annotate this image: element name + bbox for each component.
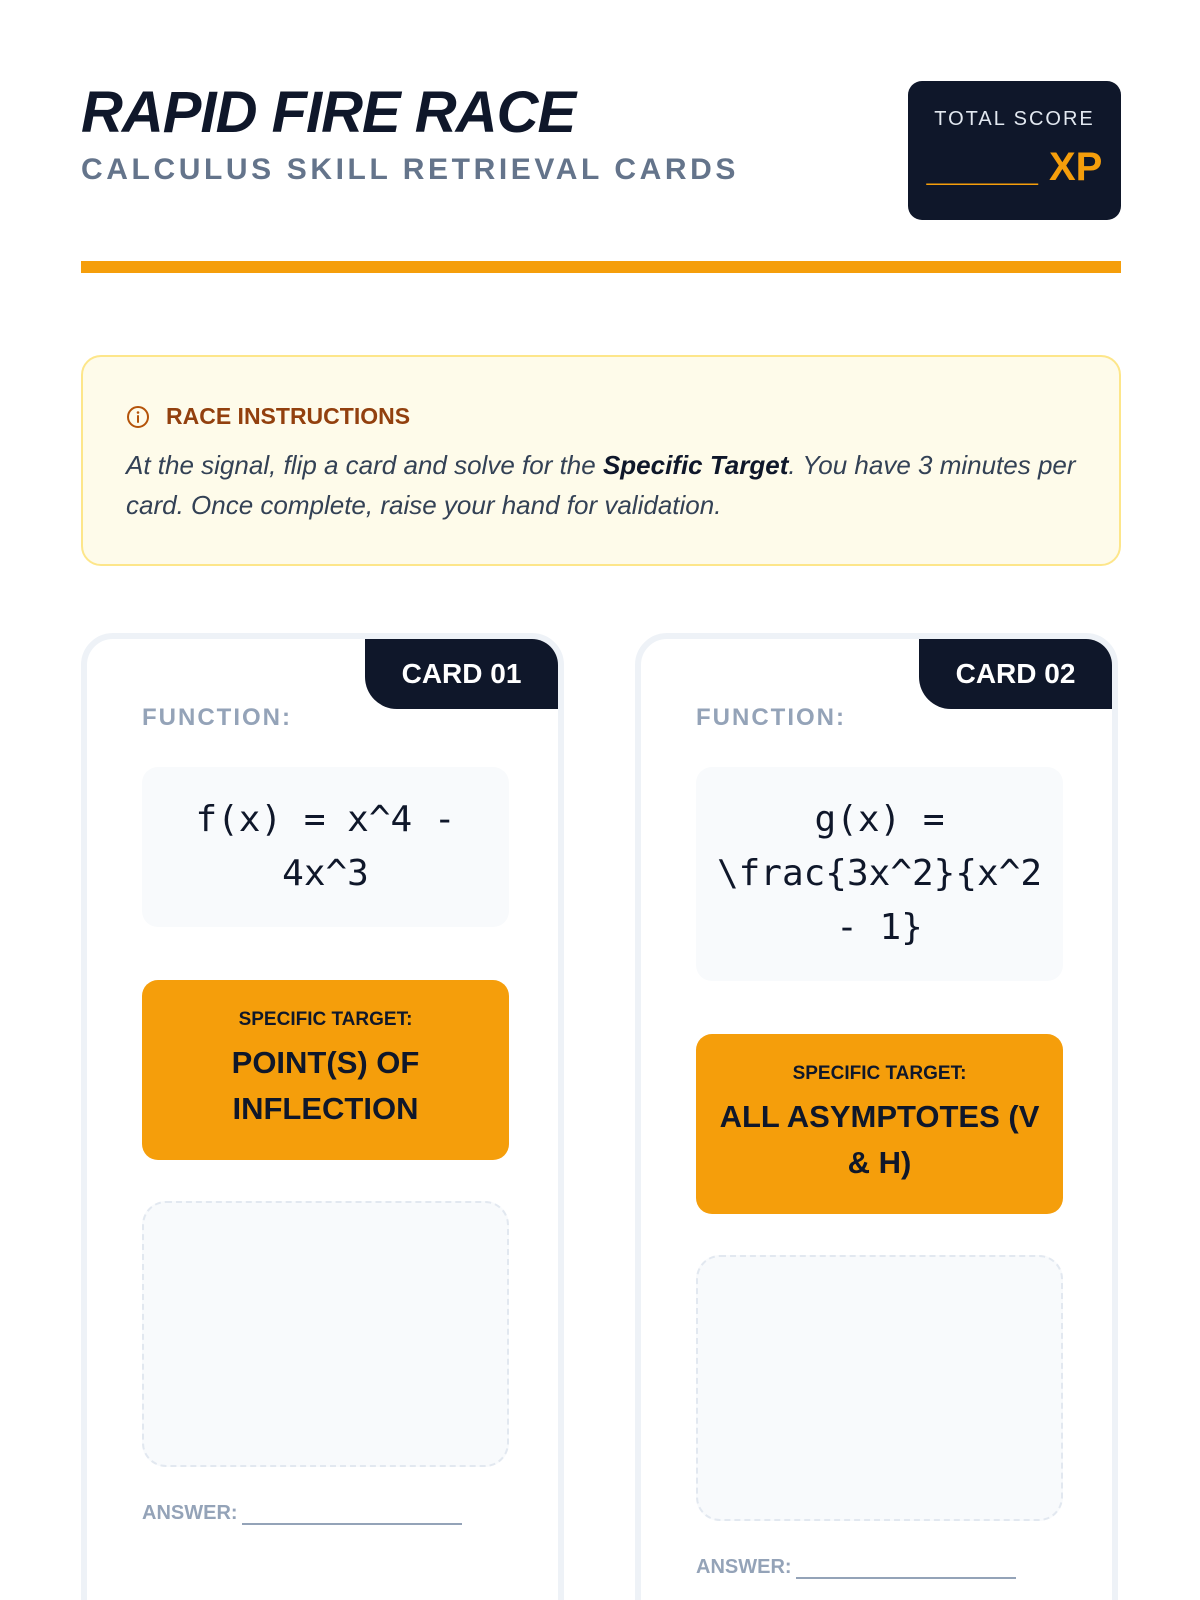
accent-divider — [81, 261, 1121, 273]
answer-line[interactable] — [796, 1561, 1016, 1579]
answer-line[interactable] — [242, 1507, 462, 1525]
answer-field[interactable] — [142, 1501, 462, 1525]
instructions-heading: RACE INSTRUCTIONS — [166, 403, 411, 429]
instructions-text-start: At the signal, flip a card and solve for the — [126, 450, 603, 480]
score-label: TOTAL SCORE — [934, 108, 1095, 130]
instructions-text — [126, 445, 1076, 525]
total-score-box — [908, 81, 1121, 220]
card-01 — [81, 633, 564, 1600]
work-area[interactable] — [696, 1255, 1063, 1521]
instructions-text-end: . You have 3 minutes per card. Once complete, raise your hand for validation. — [126, 450, 1076, 520]
page-title: RAPID FIRE RACE — [81, 80, 576, 145]
function-expression: g(x) = \frac{3x^2}{x^2 - 1} — [696, 767, 1063, 981]
card-02 — [635, 633, 1118, 1600]
target-label: SPECIFIC TARGET: — [238, 1009, 413, 1030]
work-area[interactable] — [142, 1201, 509, 1467]
function-expression: f(x) = x^4 - 4x^3 — [142, 767, 509, 927]
card-tab: CARD 02 — [919, 639, 1112, 709]
target-label: SPECIFIC TARGET: — [792, 1063, 967, 1084]
answer-label: ANSWER: — [142, 1502, 238, 1524]
instructions-text-emphasis: Specific Target — [602, 450, 789, 480]
target-value: POINT(S) OF INFLECTION — [231, 1045, 420, 1126]
card-tab: CARD 01 — [365, 639, 558, 709]
answer-label: ANSWER: — [696, 1556, 792, 1578]
score-value: _____ XP — [926, 145, 1103, 189]
answer-field[interactable] — [696, 1555, 1016, 1579]
function-label: FUNCTION: — [696, 704, 846, 731]
info-icon — [126, 405, 150, 429]
specific-target-box — [696, 1034, 1063, 1214]
instructions-panel — [81, 355, 1121, 566]
target-value: ALL ASYMPTOTES (V & H) — [719, 1099, 1040, 1180]
specific-target-box — [142, 980, 509, 1160]
page-subtitle: CALCULUS SKILL RETRIEVAL CARDS — [81, 153, 740, 186]
function-label: FUNCTION: — [142, 704, 292, 731]
